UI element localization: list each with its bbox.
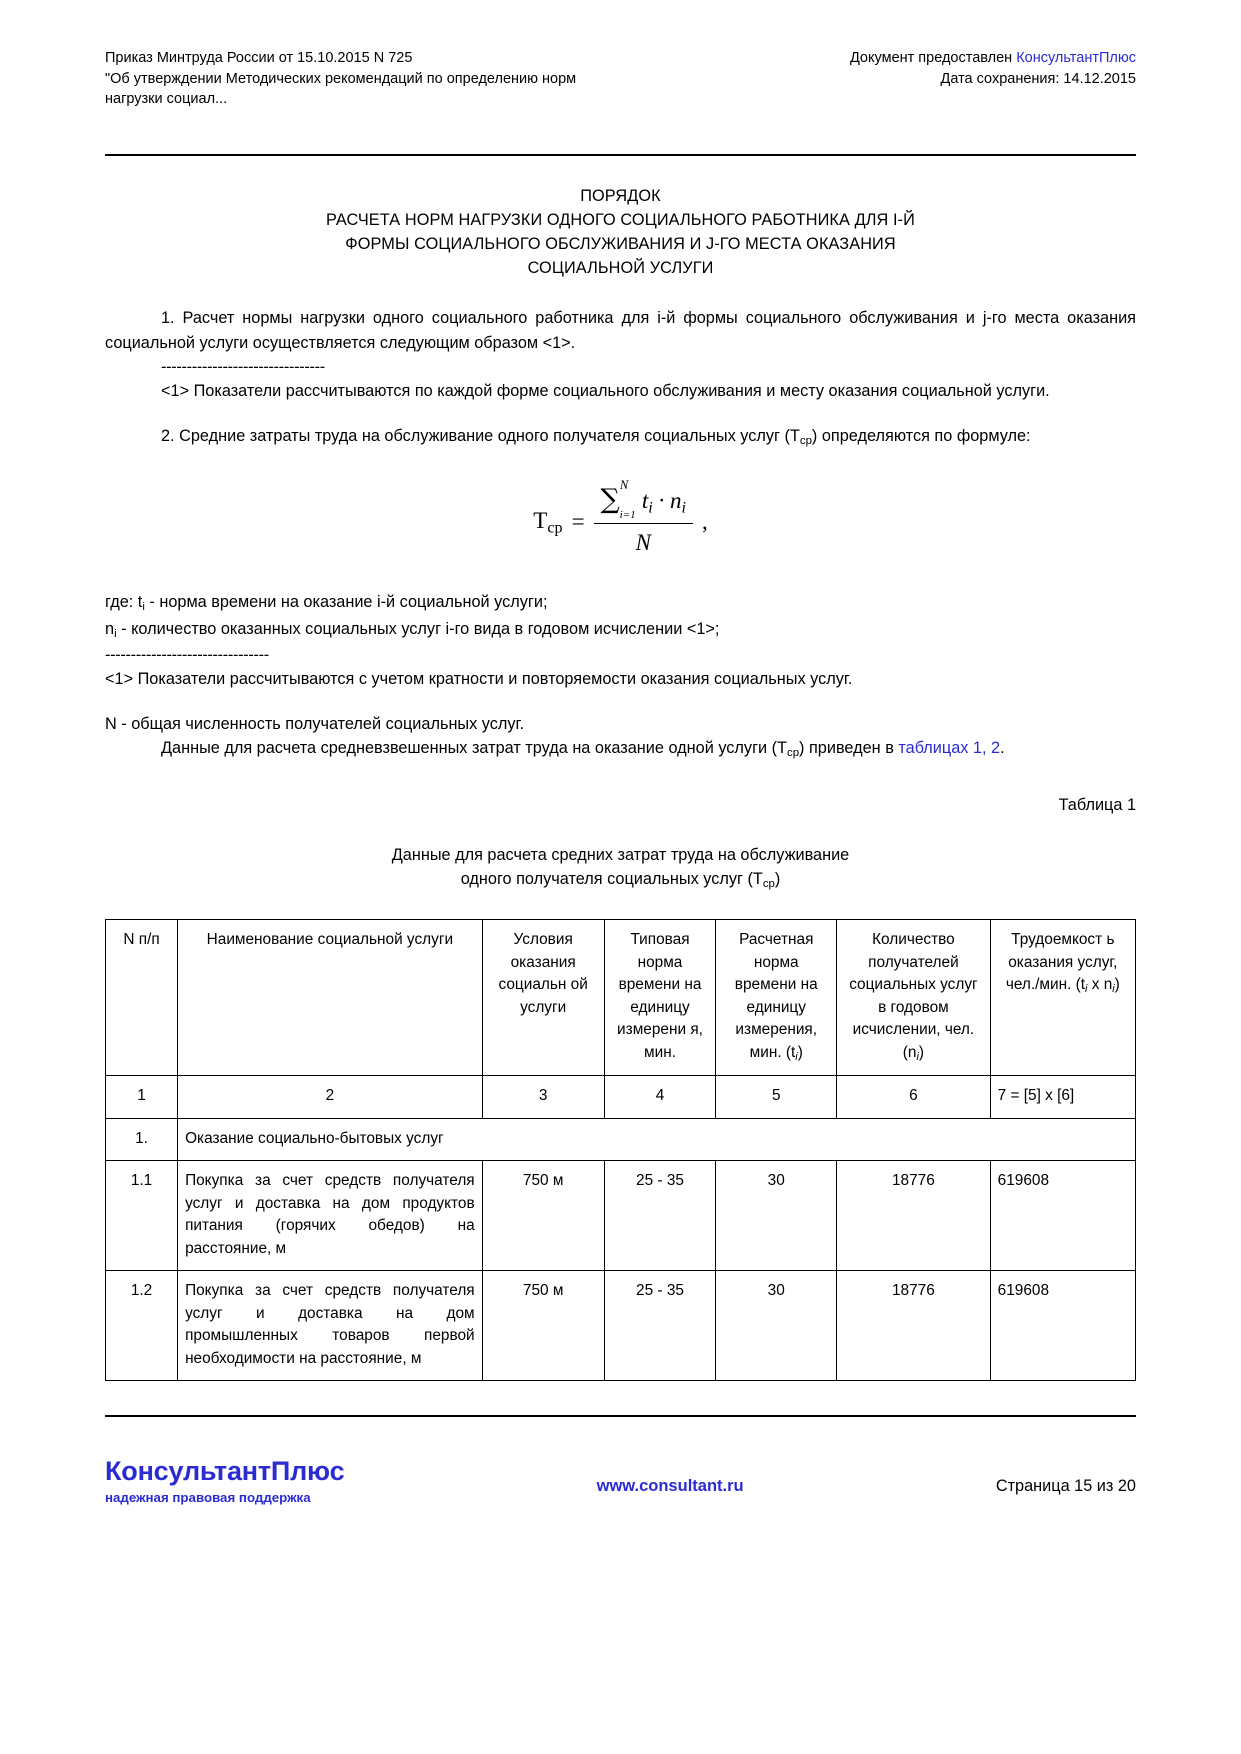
table-numbering-row: [106, 1076, 1136, 1118]
formula-dot: ·: [652, 488, 670, 514]
table-header-cell-5-subscript: i: [795, 1050, 798, 1063]
table-header-cell-5-text: Расчетная норма времени на единицу измерения, мин. (t: [734, 931, 818, 1061]
paragraph-4-part-b: ) приведен в: [799, 739, 899, 758]
table-header-cell-7-tail: ): [1114, 976, 1120, 994]
table-caption-line-1: Данные для расчета средних затрат труда на обслуживание: [391, 846, 850, 864]
section-row-number: 1.: [106, 1118, 178, 1160]
row-labor: 619608: [990, 1271, 1135, 1381]
table-header-cell-7-subscript: i: [1085, 983, 1088, 996]
document-content: [0, 184, 1241, 1415]
footnote-divider-2: --------------------------------: [105, 645, 269, 664]
document-header: [0, 0, 1241, 110]
paragraph-3: N - общая численность получателей социальных услуг.: [105, 714, 525, 733]
page-title-line-3: ФОРМЫ СОЦИАЛЬНОГО ОБСЛУЖИВАНИЯ И J-ГО МЕСТА ОКАЗАНИЯ: [345, 234, 896, 253]
data-table-1: [105, 919, 1136, 1381]
paragraph-2-subscript: ср: [799, 435, 812, 448]
formula-trailing-comma: ,: [701, 509, 708, 535]
table-header-cell-7: [990, 920, 1135, 1076]
saved-date: Дата сохранения: 14.12.2015: [940, 71, 1136, 88]
where-n-definition: [105, 617, 1136, 643]
formula-n-subscript: i: [681, 499, 686, 517]
numbering-cell-6: 6: [837, 1076, 990, 1118]
row-service-name: Покупка за счет средств получателя услуг и доставка на дом промышленных товаров первой необходимости на расстояние, м: [178, 1271, 483, 1381]
table-caption: [105, 843, 1136, 893]
row-typical-norm: 25 - 35: [604, 1271, 716, 1381]
table-header-cell-6: [837, 920, 990, 1076]
formula-denominator: N: [635, 529, 651, 555]
page-title-line-2: РАСЧЕТА НОРМ НАГРУЗКИ ОДНОГО СОЦИАЛЬНОГО РАБОТНИКА ДЛЯ I-Й: [326, 210, 915, 229]
table-header-cell-5: [716, 920, 837, 1076]
footnote-1: <1> Показатели рассчитываются по каждой форме социального обслуживания и месту оказания социальной услуги.: [161, 382, 1050, 401]
where-t-text: - норма времени на оказание i-й социальной услуги;: [144, 593, 548, 612]
table-header-row: [106, 920, 1136, 1076]
table-section-row: [106, 1118, 1136, 1160]
formula-block: [105, 478, 1136, 560]
table-number-label: Таблица 1: [1058, 795, 1136, 814]
document-title-line-3: нагрузки социал...: [105, 91, 228, 108]
section-row-label: Оказание социально-бытовых услуг: [178, 1118, 1136, 1160]
document-footer: [0, 1417, 1241, 1546]
paragraph-4: [105, 736, 1136, 762]
row-service-name: Покупка за счет средств получателя услуг и доставка на дом продуктов питания (горячих обедов) на расстояние, м: [178, 1161, 483, 1271]
formula-n-var: n: [669, 488, 682, 514]
where-n-text: - количество оказанных социальных услуг i-го вида в годовом исчислении <1>;: [116, 619, 720, 638]
formula-tsr: [533, 478, 708, 560]
provided-by-line: [850, 48, 1136, 69]
paragraph-4-part-a: Данные для расчета средневзвешенных затрат труда на оказание одной услуги (Т: [161, 739, 787, 758]
table-header-cell-7-mid: x n: [1087, 976, 1113, 994]
numbering-cell-2: 2: [178, 1076, 483, 1118]
table-caption-subscript: ср: [762, 878, 775, 891]
table-header-cell-4: Типовая норма времени на единицу измерени я, мин.: [604, 920, 716, 1076]
footnote-divider-1: --------------------------------: [161, 358, 325, 377]
paragraph-4-subscript: ср: [787, 747, 800, 760]
row-number: 1.1: [106, 1161, 178, 1271]
table-header-cell-7-subscript-2: i: [1112, 983, 1115, 996]
summation-sigma-icon: ∑ N i=1: [600, 478, 636, 522]
row-labor: 619608: [990, 1161, 1135, 1271]
where-n-subscript: i: [114, 627, 117, 640]
paragraph-4-end: .: [1000, 739, 1005, 758]
row-typical-norm: 25 - 35: [604, 1161, 716, 1271]
table-header-cell-6-tail: ): [918, 1043, 925, 1061]
page-title-line-1: ПОРЯДОК: [580, 186, 661, 205]
table-caption-line-2-a: одного получателя социальных услуг (Т: [460, 870, 763, 889]
website-link[interactable]: www.consultant.ru: [596, 1476, 744, 1495]
paragraph-1: 1. Расчет нормы нагрузки одного социального работника для i-й формы социального обслуживания и j-го места оказания социальной услуги осуществляется следующим образом <1>.: [105, 309, 1136, 352]
formula-numerator: [594, 478, 693, 523]
where-n-var: n: [105, 619, 115, 638]
row-recipients: 18776: [837, 1161, 990, 1271]
document-title-line-1: Приказ Минтруда России от 15.10.2015 N 725: [105, 50, 413, 66]
logo-tagline: надежная правовая поддержка: [105, 1490, 311, 1506]
paragraph-2: [105, 424, 1136, 450]
row-number: 1.2: [106, 1271, 178, 1381]
row-conditions: 750 м: [482, 1161, 604, 1271]
numbering-cell-7: 7 = [5] x [6]: [990, 1076, 1135, 1118]
logo-wordmark: КонсультантПлюс: [105, 1456, 345, 1487]
paragraph-2-part-a: 2. Средние затраты труда на обслуживание одного получателя социальных услуг (Т: [161, 426, 800, 445]
document-title-line-2: "Об утверждении Методических рекомендаций по определению норм: [105, 70, 577, 87]
tables-link[interactable]: таблицах 1, 2: [898, 739, 1001, 758]
sigma-upper-limit: N: [619, 478, 629, 493]
row-calc-norm: 30: [716, 1271, 837, 1381]
numbering-cell-4: 4: [604, 1076, 716, 1118]
header-divider-rule: [105, 154, 1136, 156]
consultant-plus-link[interactable]: КонсультантПлюс: [1016, 50, 1136, 66]
document-provenance: [850, 48, 1136, 90]
table-header-cell-1: N п/п: [106, 920, 178, 1076]
numbering-cell-3: 3: [482, 1076, 604, 1118]
formula-lhs: [533, 504, 562, 541]
row-recipients: 18776: [837, 1271, 990, 1381]
table-header-cell-7-text: Трудоемкост ь оказания услуг, чел./мин. (t: [1005, 931, 1118, 994]
table-header-cell-6-subscript: i: [916, 1050, 919, 1063]
formula-term: [641, 488, 686, 517]
where-t-definition: [105, 590, 1136, 616]
formula-equals: =: [571, 509, 585, 535]
page-title: [105, 184, 1136, 280]
where-label: где: t: [105, 593, 143, 612]
table-row: [106, 1161, 1136, 1271]
row-conditions: 750 м: [482, 1271, 604, 1381]
table-caption-line-2-b: ): [774, 870, 781, 889]
table-header-cell-3: Условия оказания социальн ой услуги: [482, 920, 604, 1076]
table-header-cell-6-text: Количество получателей социальных услуг в годовом исчислении, чел. (n: [849, 931, 978, 1061]
numbering-cell-5: 5: [716, 1076, 837, 1118]
page-title-line-4: СОЦИАЛЬНОЙ УСЛУГИ: [527, 259, 714, 278]
table-header-cell-5-tail: ): [797, 1043, 803, 1061]
numbering-cell-1: 1: [106, 1076, 178, 1118]
page-number: Страница 15 из 20: [995, 1476, 1136, 1495]
paragraph-2-part-b: ) определяются по формуле:: [811, 426, 1031, 445]
footnote-2: <1> Показатели рассчитываются с учетом кратности и повторяемости оказания социальных услуг.: [105, 670, 853, 689]
formula-fraction: [594, 478, 693, 560]
document-reference: [105, 48, 576, 110]
table-header-cell-2: Наименование социальной услуги: [178, 920, 483, 1076]
where-t-subscript: i: [142, 601, 145, 614]
table-row: [106, 1271, 1136, 1381]
table-caption-line-2: [105, 867, 1136, 893]
sigma-lower-limit: i=1: [619, 509, 636, 522]
formula-lhs-subscript: ср: [547, 519, 563, 537]
row-calc-norm: 30: [716, 1161, 837, 1271]
provided-by-label: Документ предоставлен: [849, 50, 1017, 66]
formula-lhs-base: Т: [533, 507, 548, 533]
consultant-plus-logo[interactable]: [105, 1457, 344, 1506]
formula-t-subscript: i: [648, 499, 653, 517]
formula-t-var: t: [641, 488, 649, 514]
